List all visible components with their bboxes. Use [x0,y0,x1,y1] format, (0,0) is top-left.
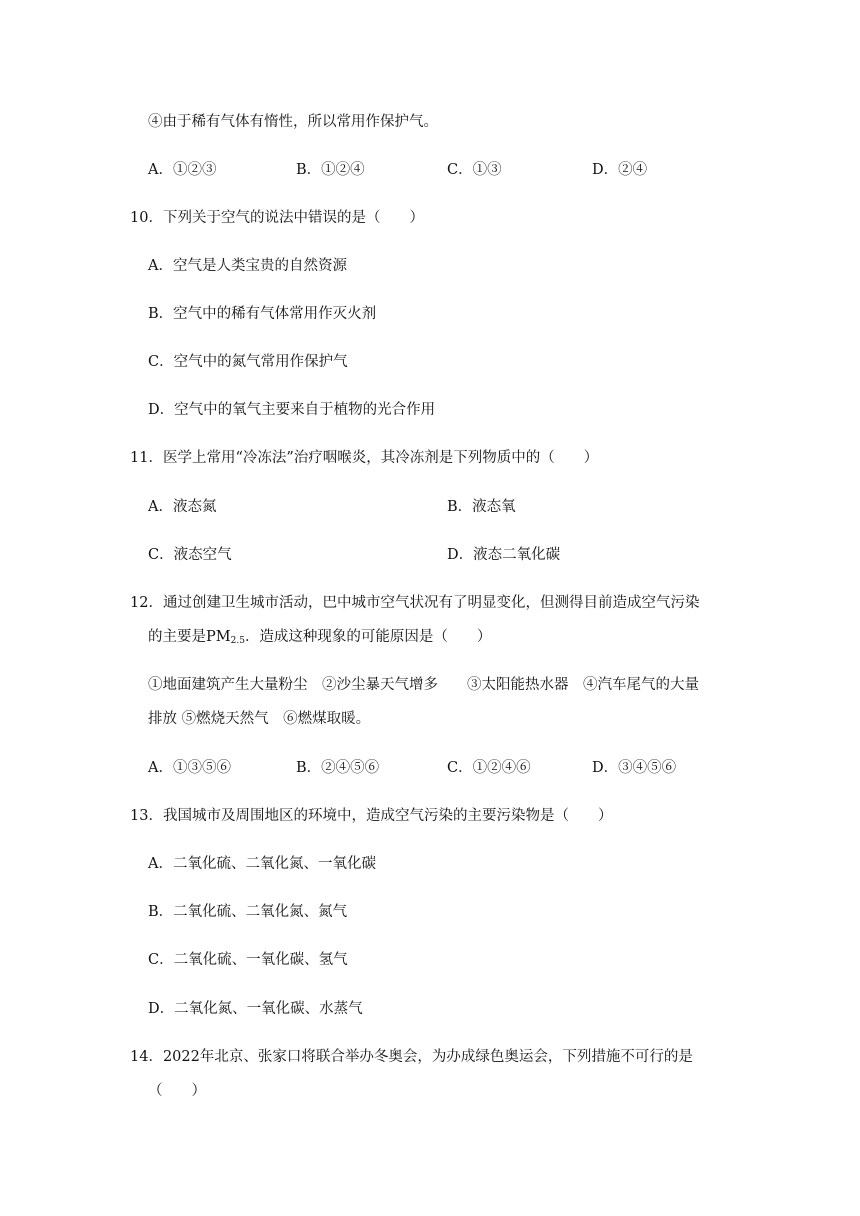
q13-option-d: D．二氧化氮、一氧化碳、水蒸气 [148,1001,363,1017]
q9-item-4: ④由于稀有气体有惰性，所以常用作保护气。 [148,114,438,130]
q11-option-b: B．液态氧 [447,499,516,515]
q13-stem: 13．我国城市及周围地区的环境中，造成空气污染的主要污染物是（ ） [130,808,613,824]
q11-option-d: D．液态二氧化碳 [447,547,561,563]
q10-option-a: A．空气是人类宝贵的自然资源 [148,258,347,274]
q11-option-a: A．液态氮 [148,499,217,515]
q11-stem: 11．医学上常用“冷冻法”治疗咽喉炎，其冷冻剂是下列物质中的（ ） [130,450,599,466]
q13-option-c: C．二氧化硫、一氧化碳、氢气 [148,952,348,968]
q9-option-d: D．②④ [592,162,648,178]
q12-option-b: B．②④⑤⑥ [296,760,380,776]
q12-option-a: A．①③⑤⑥ [148,760,231,776]
q9-option-c: C．①③ [447,162,502,178]
q12-stem-line-2 [148,627,491,647]
q14-stem-line-1: 14．2022年北京、张家口将联合举办冬奥会，为办成绿色奥运会，下列措施不可行的是 [130,1049,693,1065]
q9-option-b: B．①②④ [296,162,365,178]
q12-items-line-1: ①地面建筑产生大量粉尘 ②沙尘暴天气增多 ③太阳能热水器 ④汽车尾气的大量 [148,677,699,693]
q10-stem: 10．下列关于空气的说法中错误的是（ ） [130,210,424,226]
q10-option-d: D．空气中的氧气主要来自于植物的光合作用 [148,402,436,418]
q12-stem-pre: 的主要是PM [148,629,231,645]
q14-stem-line-2: （ ） [148,1083,206,1099]
q9-option-a: A．①②③ [148,162,217,178]
q11-option-c: C．液态空气 [148,547,232,563]
pm-subscript: 2.5 [230,636,245,646]
q10-option-c: C．空气中的氮气常用作保护气 [148,354,348,370]
q12-option-d: D．③④⑤⑥ [592,760,677,776]
q13-option-b: B．二氧化硫、二氧化氮、氮气 [148,904,348,920]
q12-items-line-2: 排放 ⑤燃烧天然气 ⑥燃煤取暖。 [148,711,371,727]
q13-option-a: A．二氧化硫、二氧化氮、一氧化碳 [148,856,376,872]
q10-option-b: B．空气中的稀有气体常用作灭火剂 [148,306,377,322]
q12-stem-line-1: 12．通过创建卫生城市活动，巴中城市空气状况有了明显变化，但测得目前造成空气污染 [130,595,700,611]
q12-option-c: C．①②④⑥ [447,760,531,776]
q12-stem-post: ．造成这种现象的可能原因是（ ） [244,629,492,645]
